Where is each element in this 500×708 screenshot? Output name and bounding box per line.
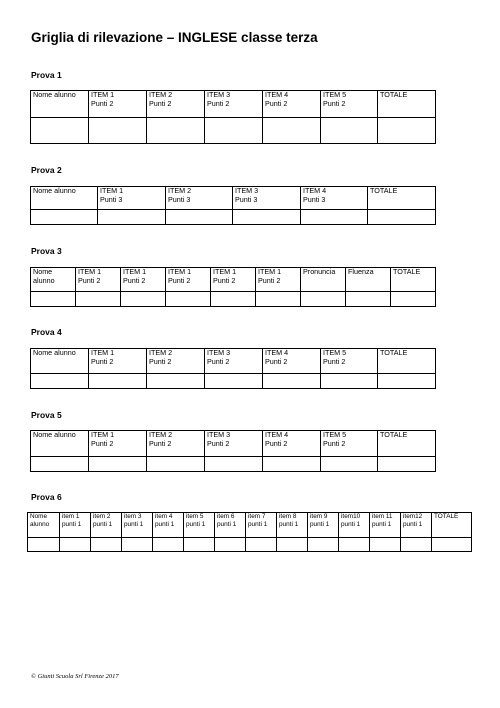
entry-cell[interactable] [308, 538, 339, 552]
entry-cell[interactable] [89, 374, 147, 389]
entry-cell[interactable] [277, 538, 308, 552]
entry-cell[interactable] [321, 457, 378, 472]
page-title: Griglia di rilevazione – INGLESE classe terza [31, 30, 318, 45]
header-cell: item 9 punti 1 [308, 513, 339, 538]
header-cell: item 3 punti 1 [122, 513, 153, 538]
header-cell: ITEM 1 Punti 2 [89, 349, 147, 374]
header-cell: item 5 punti 1 [184, 513, 215, 538]
entry-cell[interactable] [122, 538, 153, 552]
header-cell: ITEM 2 Punti 3 [166, 187, 233, 210]
entry-cell[interactable] [89, 118, 147, 144]
table-prova-1 [30, 90, 436, 144]
section-label-prova-4: Prova 4 [31, 327, 62, 337]
entry-cell[interactable] [153, 538, 184, 552]
header-cell: item 4 punti 1 [153, 513, 184, 538]
entry-cell[interactable] [256, 292, 301, 307]
header-cell: item 2 punti 1 [91, 513, 122, 538]
entry-cell[interactable] [321, 118, 378, 144]
header-cell: TOTALE [378, 91, 436, 118]
entry-cell[interactable] [301, 292, 346, 307]
table-prova-6 [27, 512, 472, 552]
header-cell: item 8 punti 1 [277, 513, 308, 538]
header-cell: ITEM 4 Punti 2 [263, 349, 321, 374]
entry-cell[interactable] [205, 118, 263, 144]
entry-cell[interactable] [263, 457, 321, 472]
table-prova-4 [30, 348, 436, 389]
entry-cell[interactable] [233, 210, 301, 225]
entry-cell[interactable] [301, 210, 368, 225]
table-prova-2 [30, 186, 436, 225]
header-cell: TOTALE [391, 268, 436, 292]
header-cell: TOTALE [368, 187, 436, 210]
header-cell: ITEM 1 Punti 2 [76, 268, 121, 292]
header-cell: Pronuncia [301, 268, 346, 292]
entry-cell[interactable] [31, 210, 98, 225]
entry-cell[interactable] [166, 292, 211, 307]
entry-cell[interactable] [89, 457, 147, 472]
header-cell: item 6 punti 1 [215, 513, 246, 538]
header-cell: ITEM 3 Punti 3 [233, 187, 301, 210]
header-cell: TOTALE [432, 513, 472, 538]
entry-cell[interactable] [378, 457, 436, 472]
header-cell: ITEM 2 Punti 2 [147, 91, 205, 118]
copyright-footer: © Giunti Scuola Srl Firenze 2017 [31, 673, 119, 680]
header-cell: ITEM 1 Punti 2 [256, 268, 301, 292]
header-cell: TOTALE [378, 349, 436, 374]
entry-cell[interactable] [31, 457, 89, 472]
header-cell: Nome alunno [31, 268, 76, 292]
header-cell: TOTALE [378, 431, 436, 457]
entry-cell[interactable] [205, 457, 263, 472]
entry-cell[interactable] [263, 374, 321, 389]
header-cell: ITEM 1 Punti 3 [98, 187, 166, 210]
entry-cell[interactable] [211, 292, 256, 307]
header-cell: item 7 punti 1 [246, 513, 277, 538]
header-cell: item 1 punti 1 [60, 513, 91, 538]
header-cell: Nome alunno [31, 187, 98, 210]
header-cell: Nome alunno [31, 91, 89, 118]
entry-cell[interactable] [147, 457, 205, 472]
header-cell: Nome alunno [28, 513, 60, 538]
entry-cell[interactable] [246, 538, 277, 552]
section-label-prova-5: Prova 5 [31, 410, 62, 420]
header-cell: ITEM 5 Punti 2 [321, 91, 378, 118]
header-cell: Nome alunno [31, 349, 89, 374]
header-cell: item12 punti 1 [401, 513, 432, 538]
entry-cell[interactable] [166, 210, 233, 225]
entry-cell[interactable] [147, 118, 205, 144]
header-cell: ITEM 5 Punti 2 [321, 431, 378, 457]
header-cell: ITEM 1 Punti 2 [89, 431, 147, 457]
header-cell: ITEM 5 Punti 2 [321, 349, 378, 374]
entry-cell[interactable] [31, 118, 89, 144]
header-cell: ITEM 4 Punti 2 [263, 91, 321, 118]
entry-cell[interactable] [378, 118, 436, 144]
header-cell: Nome alunno [31, 431, 89, 457]
entry-cell[interactable] [368, 210, 436, 225]
header-cell: ITEM 1 Punti 2 [166, 268, 211, 292]
entry-cell[interactable] [60, 538, 91, 552]
entry-cell[interactable] [215, 538, 246, 552]
header-cell: ITEM 1 Punti 2 [211, 268, 256, 292]
entry-cell[interactable] [432, 538, 472, 552]
entry-cell[interactable] [370, 538, 401, 552]
header-cell: item 11 punti 1 [370, 513, 401, 538]
entry-cell[interactable] [91, 538, 122, 552]
entry-cell[interactable] [98, 210, 166, 225]
header-cell: ITEM 3 Punti 2 [205, 431, 263, 457]
entry-cell[interactable] [263, 118, 321, 144]
entry-cell[interactable] [184, 538, 215, 552]
entry-cell[interactable] [31, 374, 89, 389]
section-label-prova-2: Prova 2 [31, 165, 62, 175]
header-cell: ITEM 2 Punti 2 [147, 431, 205, 457]
entry-cell[interactable] [321, 374, 378, 389]
entry-cell[interactable] [378, 374, 436, 389]
table-prova-5 [30, 430, 436, 472]
header-cell: ITEM 1 Punti 2 [89, 91, 147, 118]
header-cell: ITEM 1 Punti 2 [121, 268, 166, 292]
header-cell: ITEM 4 Punti 2 [263, 431, 321, 457]
entry-cell[interactable] [76, 292, 121, 307]
header-cell: ITEM 3 Punti 2 [205, 349, 263, 374]
entry-cell[interactable] [401, 538, 432, 552]
entry-cell[interactable] [391, 292, 436, 307]
entry-cell[interactable] [121, 292, 166, 307]
section-label-prova-1: Prova 1 [31, 70, 62, 80]
section-label-prova-3: Prova 3 [31, 246, 62, 256]
entry-cell[interactable] [339, 538, 370, 552]
header-cell: Fluenza [346, 268, 391, 292]
entry-cell[interactable] [28, 538, 60, 552]
header-cell: ITEM 3 Punti 2 [205, 91, 263, 118]
entry-cell[interactable] [346, 292, 391, 307]
entry-cell[interactable] [31, 292, 76, 307]
entry-cell[interactable] [205, 374, 263, 389]
table-prova-3 [30, 267, 436, 307]
section-label-prova-6: Prova 6 [31, 492, 62, 502]
header-cell: item10 punti 1 [339, 513, 370, 538]
entry-cell[interactable] [147, 374, 205, 389]
header-cell: ITEM 4 Punti 3 [301, 187, 368, 210]
header-cell: ITEM 2 Punti 2 [147, 349, 205, 374]
